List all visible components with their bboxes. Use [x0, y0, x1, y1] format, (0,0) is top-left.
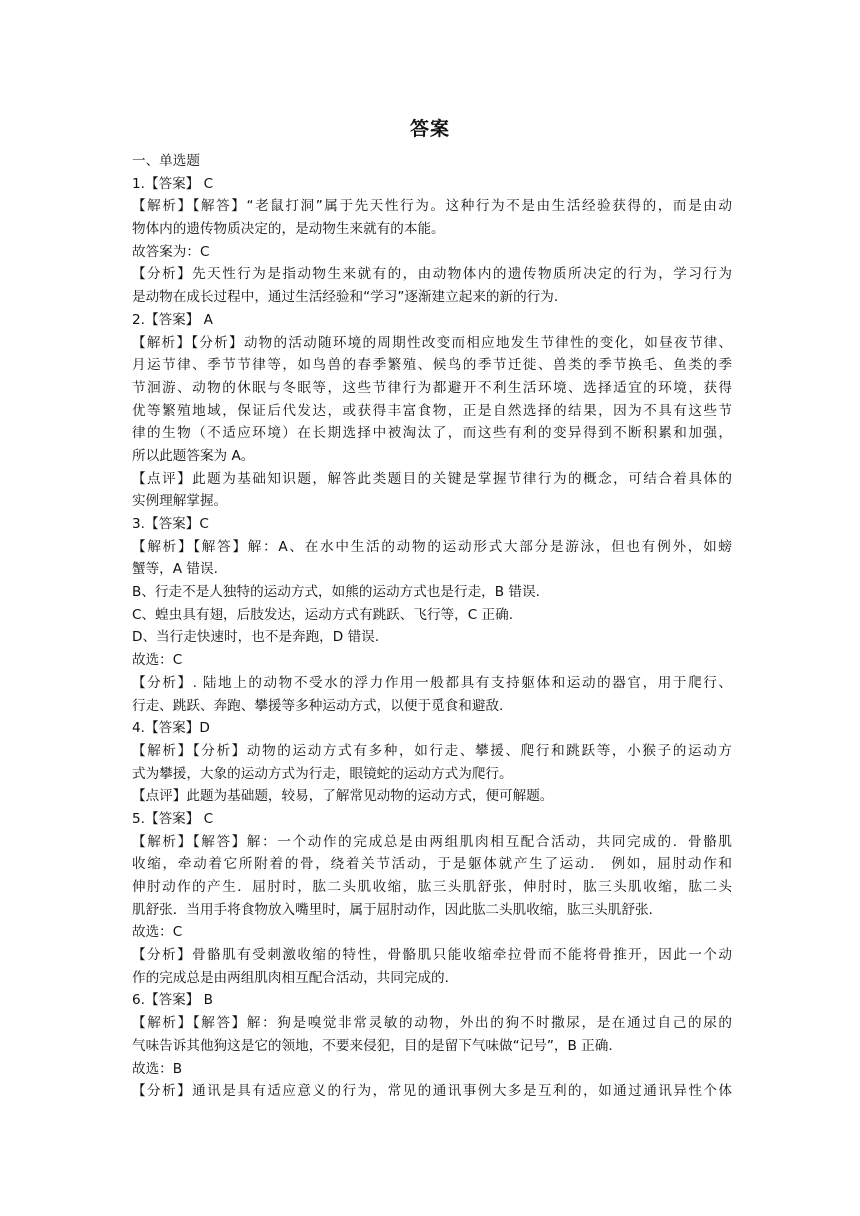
answer-content — [132, 150, 732, 1103]
text-line: 一、单选题 — [132, 153, 200, 169]
text-line: 【分析】先天性行为是指动物生来就有的，由动物体内的遗传物质所决定的行为，学习行为 — [132, 266, 732, 283]
text-line: 【解析】【分析】动物的运动方式有多种，如行走、攀援、爬行和跳跃等，小猴子的运动方 — [132, 742, 732, 759]
text-line: 【分析】骨骼肌有受刺激收缩的特性，骨骼肌只能收缩牵拉骨而不能将骨推开，因此一个动 — [132, 947, 732, 964]
text-line: 优等繁殖地域，保证后代发达，或获得丰富食物，正是自然选择的结果，因为不具有这些节 — [132, 402, 732, 419]
text-line: 6.【答案】 B — [132, 992, 213, 1009]
text-line: 式为攀援，大象的运动方式为行走，眼镜蛇的运动方式为爬行。 — [132, 765, 513, 782]
text-line: 伸肘动作的产生．屈肘时，肱二头肌收缩，肱三头肌舒张，伸肘时，肱三头肌收缩，肱二头 — [132, 879, 732, 895]
text-line: 【解析】【解答】“老鼠打洞”属于先天性行为。这种行为不是由生活经验获得的，而是由动 — [132, 198, 732, 215]
text-line: 律的生物（不适应环境）在长期选择中被淘汰了，而这些有利的变异得到不断积累和加强， — [132, 425, 732, 442]
text-line: 故选：C — [132, 652, 183, 669]
text-line: 【点评】此题为基础题，较易，了解常见动物的运动方式，便可解题。 — [132, 788, 554, 805]
text-line: 气味告诉其他狗这是它的领地，不要来侵犯，目的是留下气味做“记号”，B 正确. — [132, 1037, 613, 1054]
text-line: C、蝗虫具有翅，后肢发达，运动方式有跳跃、飞行等，C 正确. — [132, 606, 514, 623]
text-line: 行走、跳跃、奔跑、攀援等多种运动方式，以便于觅食和避敌. — [132, 697, 504, 714]
text-line: 故答案为：C — [132, 243, 210, 260]
text-line: 【解析】【分析】动物的活动随环境的周期性改变而相应地发生节律性的变化，如昼夜节律、 — [132, 334, 732, 351]
text-line: 【分析】通讯是具有适应意义的行为，常见的通讯事例大多是互利的，如通过通讯异性个体 — [132, 1083, 732, 1100]
text-line: 故选：C — [132, 924, 183, 941]
text-line: 故选：B — [132, 1060, 183, 1077]
text-line: 实例理解掌握。 — [132, 493, 228, 510]
text-line: 作的完成总是由两组肌肉相互配合活动，共同完成的. — [132, 969, 449, 986]
text-line: 4.【答案】D — [132, 720, 210, 737]
text-line: 5.【答案】 C — [132, 810, 214, 827]
text-line: 【解析】【解答】解：A、在水中生活的动物的运动形式大部分是游泳，但也有例外，如螃 — [132, 538, 732, 555]
text-line: 是动物在成长过程中，通过生活经验和“学习”逐渐建立起来的新的行为. — [132, 289, 559, 306]
text-line: 2.【答案】 A — [132, 311, 213, 328]
text-line: D、当行走快速时，也不是奔跑，D 错误. — [132, 629, 380, 646]
text-line: 收缩，牵动着它所附着的骨，绕着关节活动，于是躯体就产生了运动． 例如，屈肘动作和 — [132, 856, 732, 873]
text-line: 节洄游、动物的休眠与冬眠等，这些节律行为都避开不利生活环境、选择适宜的环境，获得 — [132, 379, 732, 396]
text-line: 【解析】【解答】解：狗是嗅觉非常灵敏的动物，外出的狗不时撒尿，是在通过自己的尿的 — [132, 1015, 732, 1032]
text-line: 【分析】. 陆地上的动物不受水的浮力作用一般都具有支持躯体和运动的器官，用于爬行、 — [132, 674, 732, 691]
text-line: 3.【答案】C — [132, 516, 209, 532]
text-line: 1.【答案】 C — [132, 175, 214, 192]
text-line: 【解析】【解答】解：一个动作的完成总是由两组肌肉相互配合活动，共同完成的．骨骼肌 — [132, 833, 732, 850]
text-line: 所以此题答案为 A。 — [132, 447, 255, 464]
text-line: 蟹等，A 错误. — [132, 561, 218, 578]
page-title: 答案 — [409, 118, 450, 140]
text-line: 肌舒张．当用手将食物放入嘴里时，属于屈肘动作，因此肱二头肌收缩，肱三头肌舒张. — [132, 901, 653, 918]
text-line: 【点评】此题为基础知识题，解答此类题目的关键是掌握节律行为的概念，可结合着具体的 — [132, 470, 732, 487]
text-line: 月运节律、季节节律等，如鸟兽的春季繁殖、候鸟的季节迁徙、兽类的季节换毛、鱼类的季 — [132, 357, 732, 374]
text-line: B、行走不是人独特的运动方式，如熊的运动方式也是行走，B 错误. — [132, 584, 540, 601]
text-line: 物体内的遗传物质决定的，是动物生来就有的本能。 — [132, 221, 445, 238]
